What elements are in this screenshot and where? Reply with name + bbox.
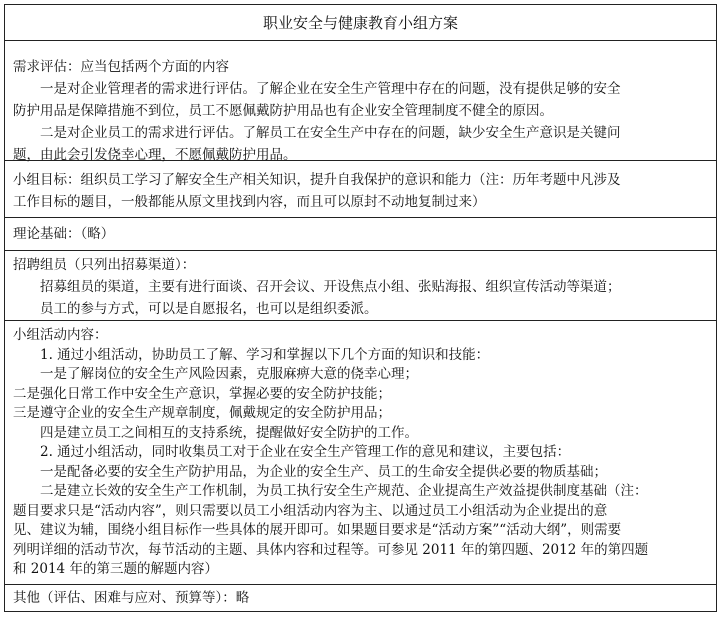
needs-line: 防护用品是保障措施不到位，员工不愿佩戴防护用品也有企业安全管理制度不健全的原因。 [13, 103, 553, 119]
needs-line: 题，由此会引发侥幸心理，不愿佩戴防护用品。 [13, 147, 297, 163]
theory-section [5, 218, 716, 251]
goal-line: 小组目标：组织员工学习了解安全生产相关知识，提升自我保护的意识和能力（注：历年考题中凡涉及 [13, 172, 621, 188]
activity-line: 1. 通过小组活动，协助员工了解、学习和掌握以下几个方面的知识和技能： [40, 346, 490, 363]
activity-line: 一是配备必要的安全生产防护用品，为企业的安全生产、员工的生命安全提供必要的物质基础； [40, 463, 607, 480]
activity-heading: 小组活动内容： [13, 327, 108, 343]
activity-line: 三是遵守企业的安全生产规章制度，佩戴规定的安全防护用品； [13, 405, 391, 421]
plan-document [4, 4, 717, 612]
recruit-section [5, 251, 716, 321]
group-goal-section [5, 161, 716, 218]
theory-text: 理论基础：（略） [13, 226, 115, 242]
needs-line: 一是对企业管理者的需求进行评估。了解企业在安全生产管理中存在的问题，没有提供足够的安全 [40, 81, 621, 97]
activity-line: 题目要求只是“活动内容”，则只需要以员工小组活动内容为主、以通过员工小组活动为企业提出的意 [13, 502, 608, 519]
needs-assessment-section [5, 41, 716, 161]
document-title: 职业安全与健康教育小组方案 [5, 5, 716, 41]
needs-heading: 需求评估：应当包括两个方面的内容 [13, 59, 229, 75]
activity-line: 四是建立员工之间相互的支持系统，提醒做好安全防护的工作。 [40, 424, 418, 441]
activity-line: 列明详细的活动节次，每节活动的主题、具体内容和过程等。可参见 2011 年的第四题、2012 年的第四题 [13, 541, 649, 558]
other-section [5, 585, 716, 613]
needs-line: 二是对企业员工的需求进行评估。了解员工在安全生产中存在的问题，缺少安全生产意识是关键问 [40, 125, 621, 141]
activity-line: 一是了解岗位的安全生产风险因素，克服麻痹大意的侥幸心理； [40, 366, 418, 382]
activity-section [5, 321, 716, 585]
activity-line: 见、建议为辅，围绕小组目标作一些具体的展开即可。如果题目要求是“活动方案”“活动大纲”，则需要 [13, 522, 622, 538]
other-text: 其他（评估、困难与应对、预算等）：略 [13, 590, 250, 606]
activity-line: 二是强化日常工作中安全生产意识，掌握必要的安全防护技能； [13, 385, 391, 402]
activity-line: 和 2014 年的第三题的解题内容） [13, 561, 218, 577]
activity-line: 2. 通过小组活动，同时收集员工对于企业在安全生产管理工作的意见和建议，主要包括： [40, 444, 571, 460]
recruit-line: 员工的参与方式，可以是自愿报名，也可以是组织委派。 [40, 301, 378, 317]
recruit-line: 招募组员的渠道，主要有进行面谈、召开会议、开设焦点小组、张贴海报、组织宣传活动等渠道； [40, 279, 621, 295]
goal-line: 工作目标的题目，一般都能从原文里找到内容，而且可以原封不动地复制过来） [13, 194, 486, 210]
activity-line: 二是建立长效的安全生产工作机制，为员工执行安全生产规范、企业提高生产效益提供制度基础（注： [40, 483, 648, 499]
recruit-heading: 招聘组员（只列出招募渠道）： [13, 257, 196, 273]
